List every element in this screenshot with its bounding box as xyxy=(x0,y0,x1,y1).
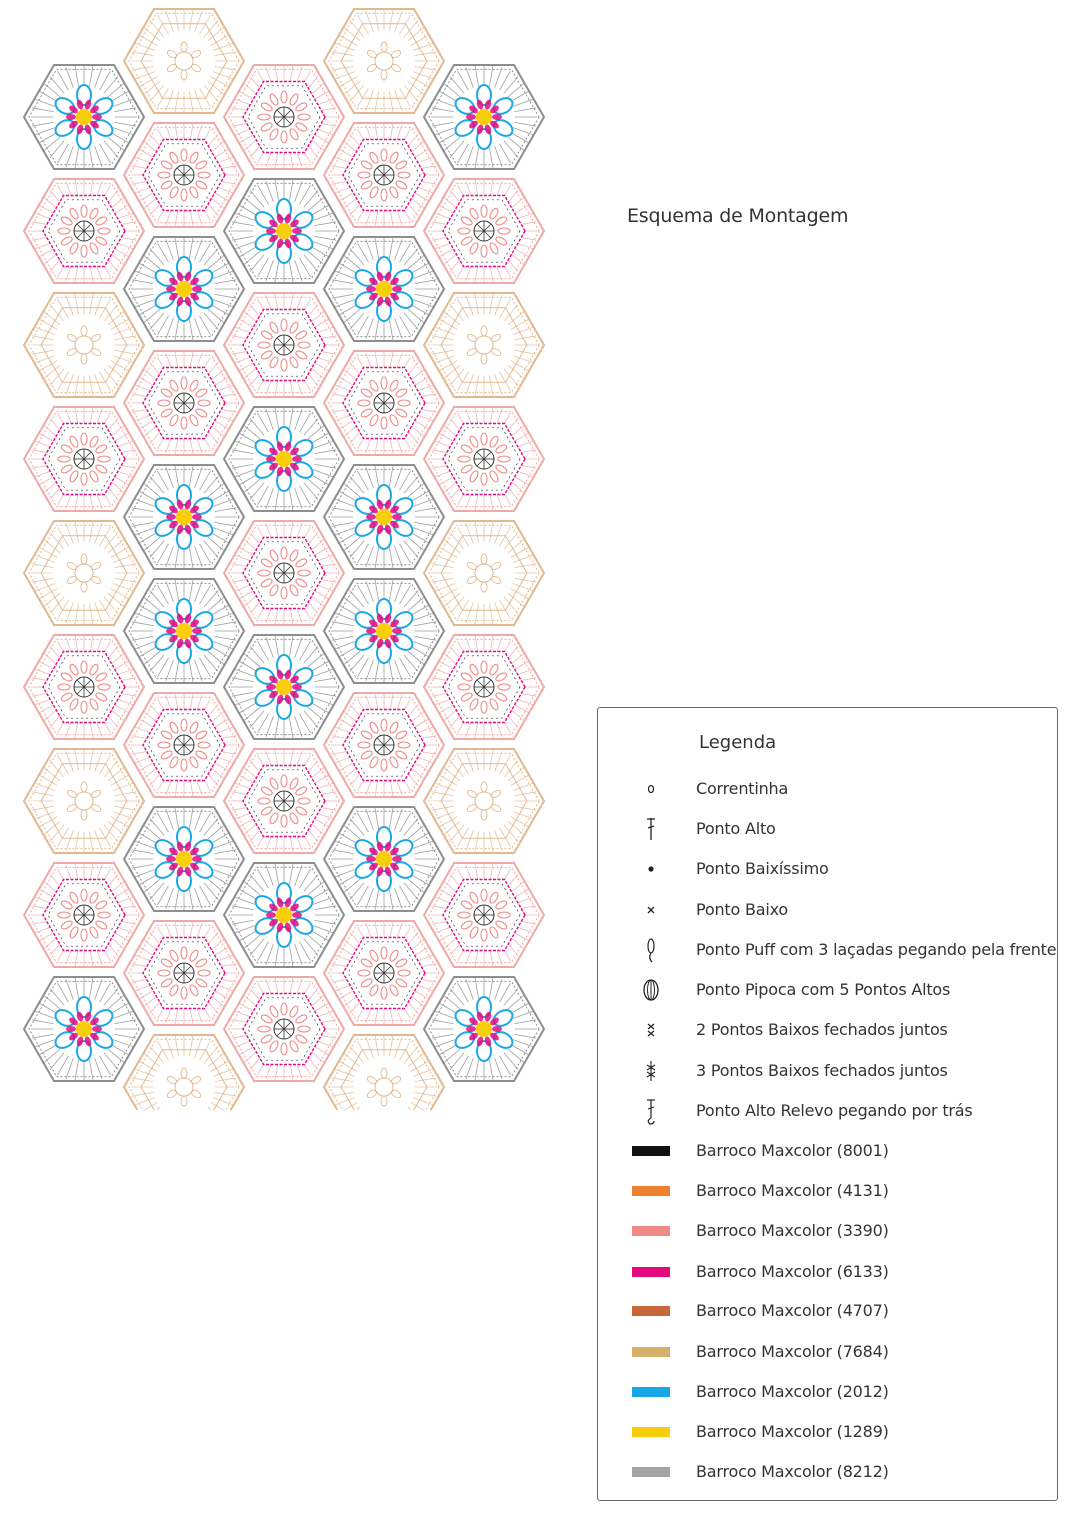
tan-hexagon-motif xyxy=(324,8,444,114)
legend-label: Ponto Pipoca com 5 Pontos Altos xyxy=(696,980,951,999)
legend-item-yarn-6133 xyxy=(598,1257,1057,1287)
pink-hexagon-motif xyxy=(324,920,444,1026)
color-swatch xyxy=(628,1176,674,1206)
back-post-dc-icon xyxy=(628,1096,674,1126)
pink-hexagon-motif xyxy=(124,692,244,798)
color-swatch xyxy=(628,1296,674,1326)
sc3tog-icon xyxy=(628,1056,674,1086)
gray-hexagon-motif xyxy=(124,806,244,912)
legend-item-2pb-juntos xyxy=(598,1015,1057,1045)
gray-hexagon-motif xyxy=(424,64,544,170)
pink-hexagon-motif xyxy=(424,178,544,284)
legend-label: Barroco Maxcolor (2012) xyxy=(696,1382,889,1401)
legend-item-yarn-7684 xyxy=(598,1337,1057,1367)
legend-item-correntinha xyxy=(598,774,1057,804)
gray-hexagon-motif xyxy=(324,464,444,570)
legend-item-ponto-puff xyxy=(598,935,1057,965)
popcorn-stitch-icon xyxy=(628,975,674,1005)
pink-hexagon-motif xyxy=(124,920,244,1026)
single-crochet-icon xyxy=(628,895,674,925)
tan-hexagon-motif xyxy=(424,748,544,854)
gray-hexagon-motif xyxy=(324,236,444,342)
legend-label: Ponto Alto xyxy=(696,819,776,838)
legend-label: Ponto Alto Relevo pegando por trás xyxy=(696,1101,973,1120)
pink-hexagon-motif xyxy=(124,122,244,228)
pink-hexagon-motif xyxy=(24,406,144,512)
slip-stitch-icon xyxy=(628,854,674,884)
pink-hexagon-motif xyxy=(24,862,144,968)
pink-hexagon-motif xyxy=(24,634,144,740)
tan-hexagon-motif xyxy=(324,1034,444,1110)
pink-hexagon-motif xyxy=(424,862,544,968)
legend-item-yarn-2012 xyxy=(598,1377,1057,1407)
double-crochet-icon xyxy=(628,814,674,844)
legend-label: Barroco Maxcolor (8001) xyxy=(696,1141,889,1160)
legend-label: Correntinha xyxy=(696,779,789,798)
legend-label: Barroco Maxcolor (7684) xyxy=(696,1342,889,1361)
color-swatch xyxy=(628,1216,674,1246)
legend-label: Barroco Maxcolor (1289) xyxy=(696,1422,889,1441)
legend-item-ponto-pipoca xyxy=(598,975,1057,1005)
legend-label: 3 Pontos Baixos fechados juntos xyxy=(696,1061,948,1080)
chain-stitch-icon xyxy=(628,774,674,804)
legend-item-ponto-alto xyxy=(598,814,1057,844)
legend-label: Ponto Baixo xyxy=(696,900,788,919)
sc2tog-icon xyxy=(628,1015,674,1045)
pink-hexagon-motif xyxy=(324,692,444,798)
tan-hexagon-motif xyxy=(424,292,544,398)
tan-hexagon-motif xyxy=(24,292,144,398)
legend-item-3pb-juntos xyxy=(598,1056,1057,1086)
legend-item-yarn-3390 xyxy=(598,1216,1057,1246)
gray-hexagon-motif xyxy=(224,406,344,512)
color-swatch xyxy=(628,1457,674,1487)
pink-hexagon-motif xyxy=(224,64,344,170)
pink-hexagon-motif xyxy=(124,350,244,456)
color-swatch xyxy=(628,1136,674,1166)
pink-hexagon-motif xyxy=(324,350,444,456)
gray-hexagon-motif xyxy=(24,976,144,1082)
assembly-diagram xyxy=(0,0,570,1110)
gray-hexagon-motif xyxy=(424,976,544,1082)
gray-hexagon-motif xyxy=(224,634,344,740)
tan-hexagon-motif xyxy=(424,520,544,626)
color-swatch xyxy=(628,1377,674,1407)
gray-hexagon-motif xyxy=(224,862,344,968)
pink-hexagon-motif xyxy=(324,122,444,228)
gray-hexagon-motif xyxy=(324,578,444,684)
legend-item-yarn-8001 xyxy=(598,1136,1057,1166)
pink-hexagon-motif xyxy=(224,976,344,1082)
tan-hexagon-motif xyxy=(124,1034,244,1110)
legend-label: Barroco Maxcolor (3390) xyxy=(696,1221,889,1240)
pink-hexagon-motif xyxy=(24,178,144,284)
legend-label: Barroco Maxcolor (4131) xyxy=(696,1181,889,1200)
puff-stitch-icon xyxy=(628,935,674,965)
color-swatch xyxy=(628,1417,674,1447)
legend-label: Barroco Maxcolor (8212) xyxy=(696,1462,889,1481)
legend-item-ponto-baixo xyxy=(598,895,1057,925)
gray-hexagon-motif xyxy=(124,236,244,342)
tan-hexagon-motif xyxy=(24,520,144,626)
legend-title: Legenda xyxy=(699,732,777,753)
gray-hexagon-motif xyxy=(124,578,244,684)
legend-label: 2 Pontos Baixos fechados juntos xyxy=(696,1020,948,1039)
color-swatch xyxy=(628,1337,674,1367)
gray-hexagon-motif xyxy=(124,464,244,570)
tan-hexagon-motif xyxy=(24,748,144,854)
pink-hexagon-motif xyxy=(224,292,344,398)
legend-label: Ponto Puff com 3 laçadas pegando pela frente xyxy=(696,940,1057,959)
gray-hexagon-motif xyxy=(224,178,344,284)
legend-item-yarn-1289 xyxy=(598,1417,1057,1447)
legend-label: Barroco Maxcolor (4707) xyxy=(696,1301,889,1320)
legend-item-ponto-alto-relevo xyxy=(598,1096,1057,1126)
legend-item-yarn-8212 xyxy=(598,1457,1057,1487)
legend-box xyxy=(597,707,1058,1501)
tan-hexagon-motif xyxy=(124,8,244,114)
legend-item-yarn-4707 xyxy=(598,1296,1057,1326)
pink-hexagon-motif xyxy=(424,634,544,740)
pink-hexagon-motif xyxy=(224,748,344,854)
page-title: Esquema de Montagem xyxy=(627,205,849,227)
color-swatch xyxy=(628,1257,674,1287)
gray-hexagon-motif xyxy=(24,64,144,170)
legend-item-yarn-4131 xyxy=(598,1176,1057,1206)
pink-hexagon-motif xyxy=(224,520,344,626)
legend-label: Barroco Maxcolor (6133) xyxy=(696,1262,889,1281)
pink-hexagon-motif xyxy=(424,406,544,512)
legend-item-ponto-baixissimo xyxy=(598,854,1057,884)
legend-label: Ponto Baixíssimo xyxy=(696,859,829,878)
gray-hexagon-motif xyxy=(324,806,444,912)
